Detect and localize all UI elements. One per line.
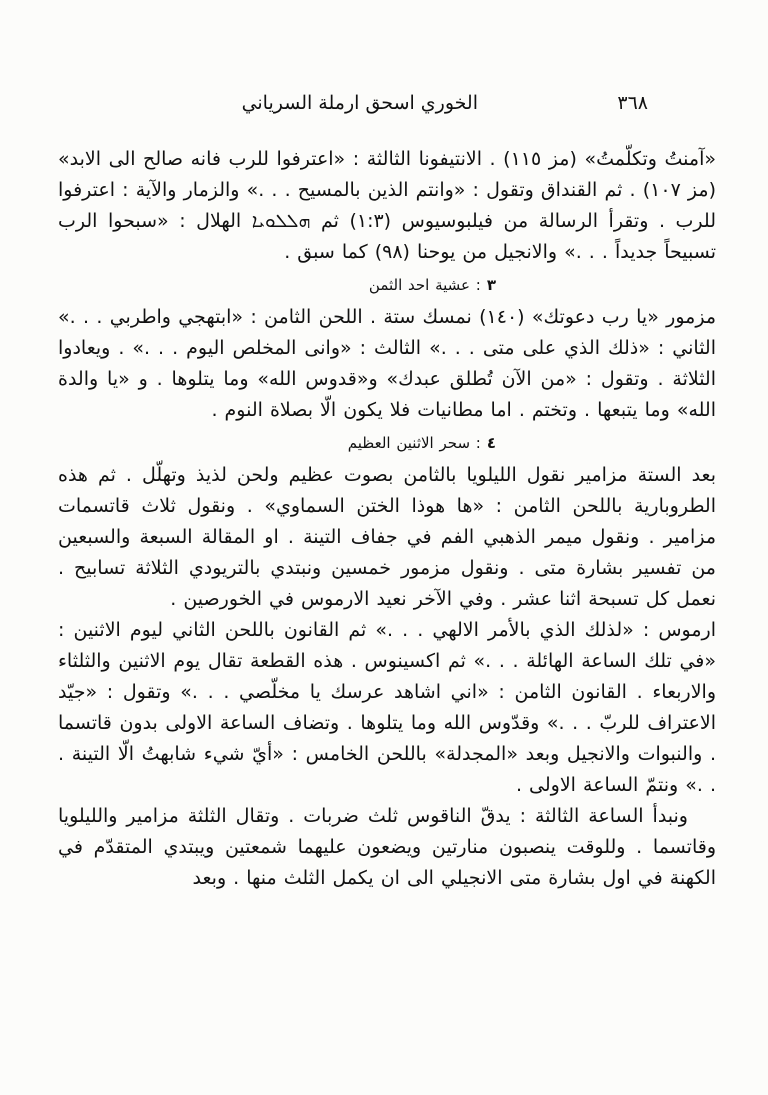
section-heading-3 <box>58 272 716 298</box>
section-title: : عشية احد الثمن <box>368 276 481 294</box>
section-heading-4 <box>58 430 716 456</box>
section-number: ٤ <box>486 434 496 452</box>
paragraph-2: مزمور «يا رب دعوتك» (١٤٠) نمسك ستة . اللحن الثامن : «ابتهجي واطربي . . .» الثاني : «ذلك الذي على متى . . .» الثالث : «وانى المخلص اليوم . . .» . ويعادوا الثلاثة . وتقول : «من الآن تُطلق عبدك» و«قدوس الله» وما يتلوها . و «يا والدة الله» وما يتبعها . وتختم . اما مطانيات فلا يكون الّا بصلاة النوم . <box>58 306 716 421</box>
page-header <box>100 92 668 126</box>
paragraph-5: ونبدأ الساعة الثالثة : يدقّ الناقوس ثلث ضربات . وتقال الثلثة مزامير والليلويا وقاتسما . وللوقت ينصبون منارتين ويضعون عليهما شمعتين ويبتدي المتقدّم في الكهنة في اول بشارة متى الانجيلي الى ان يكمل الثلث منها . وبعد <box>58 805 716 889</box>
page-number: ٣٦٨ <box>617 92 648 114</box>
running-title: الخوري اسحق ارملة السرياني <box>241 92 478 114</box>
body-text <box>58 144 716 894</box>
section-number: ٣ <box>486 276 496 294</box>
paragraph-4: ارموس : «لذلك الذي بالأمر الالهي . . .» ثم القانون باللحن الثاني ليوم الاثنين : «في تلك الساعة الهائلة . . .» ثم اكسينوس . هذه القطعة تقال يوم الاثنين والثلثاء والاربعاء . القانون الثامن : «اني اشاهد عرسك يا مخلّصي . . .» وتقول : «جيّد الاعتراف للربّ . . .» وقدّوس الله وما يتلوها . وتضاف الساعة الاولى بدون قاتسما . والنبوات والانجيل وبعد «المجدلة» باللحن الخامس : «أيّ شيء شابهتُ الّا التينة . . .» ونتمّ الساعة الاولى . <box>58 619 716 796</box>
paragraph-3: بعد الستة مزامير نقول الليلويا بالثامن بصوت عظيم ولحن لذيذ وتهلّل . ثم هذه الطروبارية باللحن الثامن : «ها هوذا الختن السماوي» . ونقول ثلاث قاتسمات مزامير . ونقول ميمر الذهبي الفم في جفاف التينة . او المقالة السبعة والسبعين من تفسير بشارة متى . ونقول مزمور خمسين ونبتدي بالتريودي الثلاثة تسابيح . نعمل كل تسبحة اثنا عشر . وفي الآخر نعيد الارموس في الخورصين . <box>58 464 716 610</box>
section-title: : سحر الاثنين العظيم <box>347 434 481 452</box>
paragraph-1: «آمنتُ وتكلّمتُ» (مز ١١٥) . الانتيفونا الثالثة : «اعترفوا للرب فانه صالح الى الابد» (مز ١٠٧) . ثم القنداق وتقول : «وانتم الذين بالمسيح . . .» والزمار والآية : اعترفوا للرب . وتقرأ الرسالة من فيلبوسيوس (١:٣) ثم ܗܠܠܘܝܐ الهلال : «سبحوا الرب تسبيحاً جديداً . . .» والانجيل من يوحنا (٩٨) كما سبق . <box>58 148 716 263</box>
